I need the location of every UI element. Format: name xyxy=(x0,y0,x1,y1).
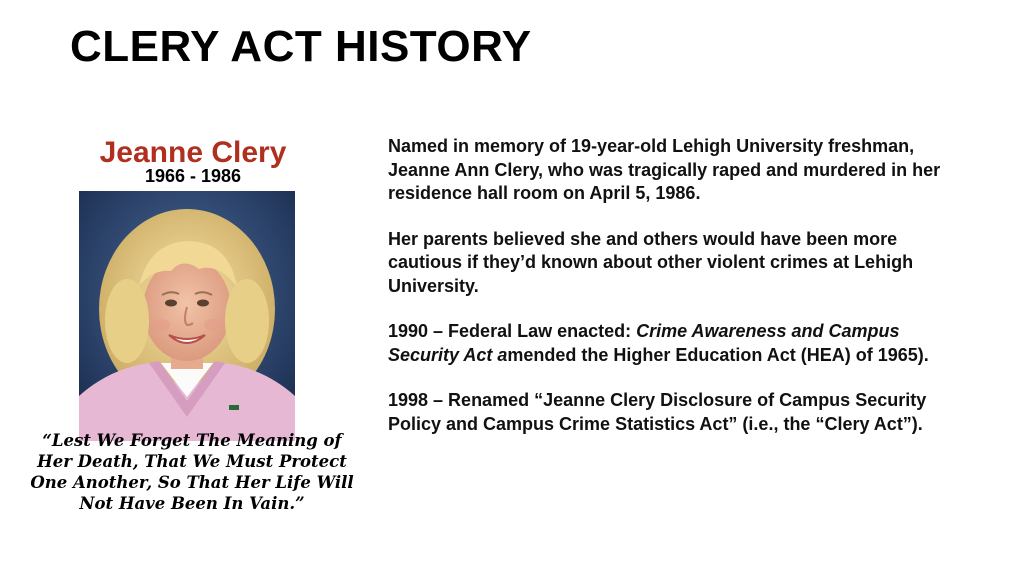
memorial-image xyxy=(28,128,356,524)
paragraph-naming: Named in memory of 19-year-old Lehigh University freshman, Jeanne Ann Clery, who was tragically raped and murdered in her residence hall room on April 5, 1986. xyxy=(388,136,941,203)
paragraph-1990-suffix: mended the Higher Education Act (HEA) of 1965). xyxy=(507,344,929,365)
slide-title: CLERY ACT HISTORY xyxy=(70,22,532,71)
paragraph-parents: Her parents believed she and others would have been more cautious if they’d known about other violent crimes at Lehigh University. xyxy=(388,228,914,296)
paragraph-1990-act-name: Crime Awareness and Campus Security Act a xyxy=(388,321,900,365)
paragraph-1998: 1998 – Renamed “Jeanne Clery Disclosure of Campus Security Policy and Campus Crime Statistics Act” (i.e., the “Clery Act”). xyxy=(388,390,927,434)
memorial-quote: “Lest We Forget The Meaning of Her Death, That We Must Protect One Another, So That Her Life Will Not Have Been In Vain.” xyxy=(30,431,354,513)
memorial-years: 1966 - 1986 xyxy=(144,166,242,186)
portrait-photo xyxy=(79,191,295,441)
paragraph-1990 xyxy=(388,320,968,367)
body-text xyxy=(388,135,968,458)
memorial-name: Jeanne Clery xyxy=(99,136,287,169)
paragraph-1990-prefix: 1990 – Federal Law enacted: xyxy=(388,321,637,341)
